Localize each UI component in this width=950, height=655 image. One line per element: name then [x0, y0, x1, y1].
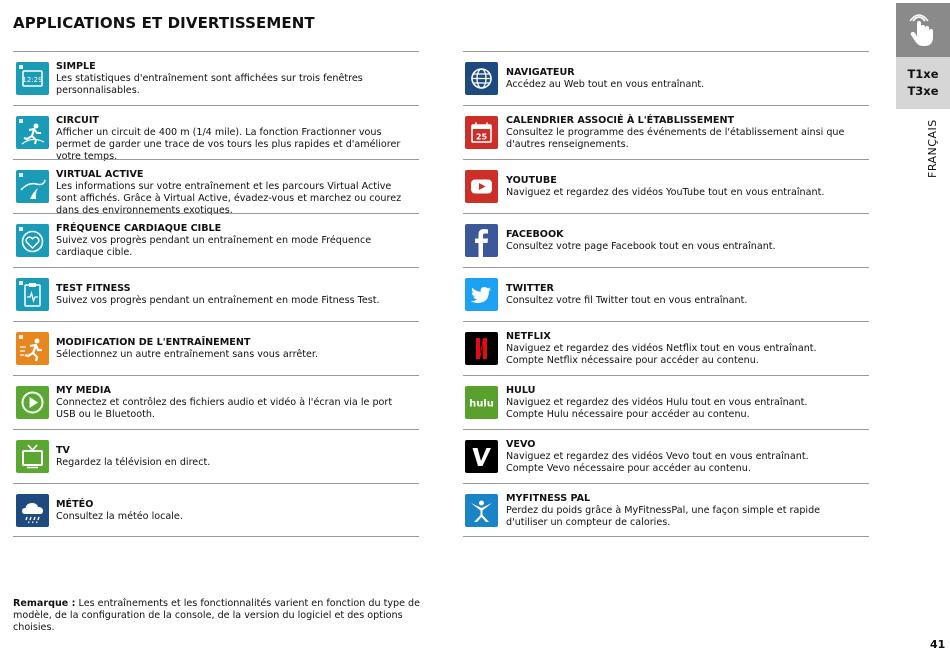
- remark-text: Les entraînements et les fonctionnalités varient en fonction du type de modèle, de la configuration de la console, de la version du logiciel et des options choisies.: [13, 598, 421, 633]
- list-item-my-media: [13, 375, 419, 429]
- item-description: Naviguez et regardez des vidéos YouTube tout en vous entraînant.: [506, 187, 825, 198]
- list-item-tv: [13, 429, 419, 483]
- item-description: Perdez du poids grâce à MyFitnessPal, une façon simple et rapide d'utiliser un compteur de calories.: [506, 505, 821, 528]
- language-label: FRANÇAIS: [926, 119, 939, 178]
- list-item-text: [506, 385, 851, 421]
- item-name: CIRCUIT: [56, 115, 99, 126]
- my-media-icon: [16, 386, 49, 419]
- list-item-text: [56, 430, 411, 484]
- item-name: HULU: [506, 385, 536, 396]
- list-item-text: [56, 169, 411, 217]
- weather-icon: [16, 494, 49, 527]
- list-item-virtual-active: [13, 159, 419, 216]
- item-name: MYFITNESS PAL: [506, 493, 591, 504]
- list-item-text: [506, 214, 851, 268]
- list-item-text: [506, 439, 851, 475]
- item-name: MÉTÉO: [56, 499, 94, 510]
- virtual-active-icon: [16, 170, 49, 203]
- list-item-text: [56, 385, 411, 421]
- item-description: Naviguez et regardez des vidéos Hulu tout en vous entraînant.: [506, 397, 808, 408]
- item-name: FRÉQUENCE CARDIAQUE CIBLE: [56, 223, 222, 234]
- hulu-icon-wordmark: hulu: [469, 398, 494, 410]
- item-description: Naviguez et regardez des vidéos Vevo tout en vous entraînant.: [506, 451, 809, 462]
- simple-workout-icon: [16, 62, 49, 95]
- list-item-vevo: [463, 429, 869, 483]
- item-name: VIRTUAL ACTIVE: [56, 169, 144, 180]
- hulu-icon: [465, 386, 498, 419]
- item-name: FACEBOOK: [506, 229, 564, 240]
- remark-note: [13, 598, 423, 634]
- list-item-text: [506, 268, 851, 322]
- fitness-test-icon: [16, 278, 49, 311]
- list-item-text: [56, 223, 411, 259]
- list-item-myfitnesspal: [463, 483, 869, 537]
- simple-icon-time: 12:29: [22, 76, 43, 84]
- circuit-runner-icon: [16, 116, 49, 149]
- item-description: Sélectionnez un autre entraînement sans vous arrêter.: [56, 349, 319, 360]
- item-name: MODIFICATION DE L'ENTRAÎNEMENT: [56, 337, 251, 348]
- youtube-icon: [465, 170, 498, 203]
- item-name: MY MEDIA: [56, 385, 111, 396]
- model-label: T3xe: [907, 84, 939, 98]
- browser-globe-icon: [465, 62, 498, 95]
- heart-rate-icon: [16, 224, 49, 257]
- item-note: Compte Netflix nécessaire pour accéder au contenu.: [506, 355, 759, 366]
- left-app-list: [13, 51, 419, 537]
- page-number: 41: [930, 638, 946, 651]
- item-description: Regardez la télévision en direct.: [56, 457, 211, 468]
- item-name: TEST FITNESS: [56, 283, 131, 294]
- item-name: NAVIGATEUR: [506, 67, 575, 78]
- list-item-text: [506, 115, 851, 151]
- list-item-text: [56, 61, 411, 97]
- list-item-text: [506, 52, 851, 106]
- list-item-calendar: [463, 105, 869, 159]
- change-workout-icon: [16, 332, 49, 365]
- list-item-text: [56, 268, 411, 322]
- model-label: T1xe: [907, 67, 939, 81]
- item-note: Compte Vevo nécessaire pour accéder au contenu.: [506, 463, 751, 474]
- list-item-fitness-test: [13, 267, 419, 321]
- calendar-icon-date: 25: [475, 132, 488, 142]
- remark-label: Remarque :: [13, 598, 76, 609]
- item-description: Les statistiques d'entraînement sont affichées sur trois fenêtres personnalisables.: [56, 73, 363, 96]
- item-description: Consultez le programme des événements de l'établissement ainsi que d'autres renseignements.: [506, 127, 845, 150]
- list-item-heart-rate: [13, 213, 419, 267]
- item-description: Consultez votre page Facebook tout en vous entraînant.: [506, 241, 776, 252]
- list-item-youtube: [463, 159, 869, 213]
- item-name: TWITTER: [506, 283, 554, 294]
- item-note: Compte Hulu nécessaire pour accéder au contenu.: [506, 409, 750, 420]
- item-description: Connectez et contrôlez des fichiers audio et vidéo à l'écran via le port USB ou le Bluetooth.: [56, 397, 393, 420]
- item-name: TV: [56, 445, 70, 456]
- list-item-facebook: [463, 213, 869, 267]
- item-name: VEVO: [506, 439, 536, 450]
- calendar-icon: [465, 116, 498, 149]
- list-item-text: [506, 493, 851, 529]
- list-item-netflix: [463, 321, 869, 375]
- list-item-weather: [13, 483, 419, 537]
- list-item-text: [506, 331, 851, 367]
- list-item-simple: [13, 51, 419, 105]
- hand-touch-icon: [896, 3, 950, 57]
- item-description: Consultez la météo locale.: [56, 511, 183, 522]
- list-item-browser: [463, 51, 869, 105]
- item-description: Accédez au Web tout en vous entraînant.: [506, 79, 705, 90]
- list-item-hulu: [463, 375, 869, 429]
- tv-icon: [16, 440, 49, 473]
- vevo-icon: [465, 440, 498, 473]
- facebook-icon: [465, 224, 498, 257]
- page-title: APPLICATIONS ET DIVERTISSEMENT: [13, 14, 315, 32]
- item-description: Suivez vos progrès pendant un entraînement en mode Fréquence cardiaque cible.: [56, 235, 372, 258]
- list-item-change-workout: [13, 321, 419, 375]
- item-name: YOUTUBE: [506, 175, 557, 186]
- item-description: Naviguez et regardez des vidéos Netflix tout en vous entraînant.: [506, 343, 817, 354]
- item-description: Les informations sur votre entraînement et les parcours Virtual Active sont affichés. Grâce à Virtual Active, évadez-vous et marchez ou courez dans des environnements exotiques.: [56, 181, 402, 216]
- item-name: CALENDRIER ASSOCIÉ À L'ÉTABLISSEMENT: [506, 115, 735, 126]
- list-item-twitter: [463, 267, 869, 321]
- list-item-text: [56, 115, 411, 163]
- item-description: Consultez votre fil Twitter tout en vous entraînant.: [506, 295, 748, 306]
- side-tab: [896, 3, 950, 109]
- list-item-circuit: [13, 105, 419, 162]
- item-description: Suivez vos progrès pendant un entraînement en mode Fitness Test.: [56, 295, 380, 306]
- item-name: SIMPLE: [56, 61, 96, 72]
- list-item-text: [506, 160, 851, 214]
- list-item-text: [56, 484, 411, 538]
- right-app-list: [463, 51, 869, 537]
- item-name: NETFLIX: [506, 331, 551, 342]
- model-labels: [896, 57, 950, 109]
- item-description: Afficher un circuit de 400 m (1/4 mile). La fonction Fractionner vous permet de garder une trace de vos tours les plus rapides et d'améliorer votre temps.: [56, 127, 401, 162]
- netflix-icon: [465, 332, 498, 365]
- list-item-text: [56, 322, 411, 376]
- myfitnesspal-icon: [465, 494, 498, 527]
- twitter-icon: [465, 278, 498, 311]
